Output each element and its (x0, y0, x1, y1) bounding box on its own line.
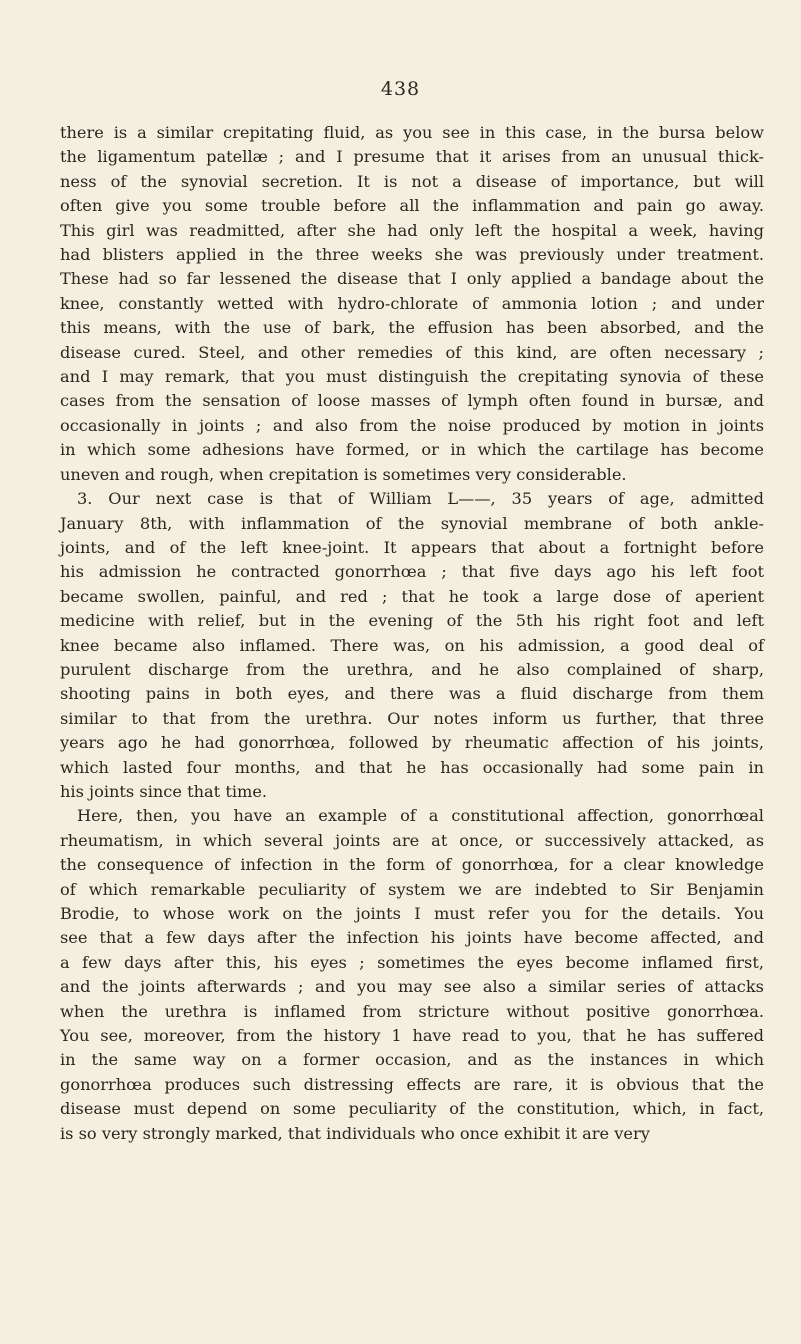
text-line: often give you some trouble before all the inflammation and pain go away. (60, 196, 764, 216)
text-line: Here, then, you have an example of a constitutional affection, gonorrhœal (77, 806, 764, 826)
text-line: knee became also inflamed. There was, on his admission, a good deal of (60, 635, 764, 655)
paragraph-p3 (60, 804, 764, 1146)
text-line: joints, and of the left knee-joint. It appears that about a fortnight before (60, 537, 764, 557)
text-line: is so very strongly marked, that individuals who once exhibit it are very (60, 1123, 650, 1143)
text-line: which lasted four months, and that he has occasionally had some pain in (60, 757, 764, 777)
text-line: his joints since that time. (60, 781, 268, 801)
text-line: the consequence of infection in the form of gonorrhœa, for a clear knowledge (60, 855, 764, 875)
body-text (60, 121, 764, 1146)
text-line: in which some adhesions have formed, or in which the cartilage has become (60, 440, 764, 460)
text-line: You see, moreover, from the history 1 have read to you, that he has suffered (60, 1026, 764, 1046)
text-line: his admission he contracted gonorrhœa ; that five days ago his left foot (60, 562, 764, 582)
paragraph-p1 (60, 121, 764, 487)
text-line: and the joints afterwards ; and you may see also a similar series of attacks (60, 977, 764, 997)
text-line: These had so far lessened the disease that I only applied a bandage about the (60, 269, 764, 289)
text-line: became swollen, painful, and red ; that he took a large dose of aperient (60, 586, 764, 606)
text-line: when the urethra is inflamed from stricture without positive gonorrhœa. (60, 1001, 764, 1021)
text-line: of which remarkable peculiarity of system we are indebted to Sir Benjamin (60, 879, 764, 899)
text-line: Brodie, to whose work on the joints I must refer you for the details. You (60, 904, 764, 923)
text-line: This girl was readmitted, after she had only left the hospital a week, having (60, 220, 764, 240)
text-line: uneven and rough, when crepitation is sometimes very considerable. (60, 464, 627, 484)
page-number: 438 (380, 78, 421, 100)
text-line: January 8th, with inflammation of the synovial membrane of both ankle- (60, 513, 764, 533)
text-line: medicine with relief, but in the evening of the 5th his right foot and left (60, 611, 764, 631)
text-line: in the same way on a former occasion, and as the instances in which (60, 1050, 764, 1070)
text-line: the ligamentum patellæ ; and I presume that it arises from an unusual thick- (60, 147, 764, 167)
text-line: 3. Our next case is that of William L——, 35 years of age, admitted (77, 489, 764, 509)
text-line: similar to that from the urethra. Our notes inform us further, that three (60, 708, 764, 728)
text-line: purulent discharge from the urethra, and he also complained of sharp, (60, 659, 764, 679)
text-line: there is a similar crepitating fluid, as you see in this case, in the bursa below (60, 123, 764, 142)
paragraph-p2 (60, 487, 764, 804)
text-line: shooting pains in both eyes, and there was a fluid discharge from them (60, 684, 764, 704)
text-line: disease cured. Steel, and other remedies of this kind, are often necessary ; (60, 342, 764, 362)
text-line: gonorrhœa produces such distressing effects are rare, it is obvious that the (60, 1074, 764, 1094)
text-line: disease must depend on some peculiarity of the constitution, which, in fact, (60, 1099, 764, 1119)
text-line: see that a few days after the infection his joints have become affected, and (60, 928, 764, 948)
text-line: cases from the sensation of loose masses of lymph often found in bursæ, and (60, 391, 764, 411)
text-line: a few days after this, his eyes ; sometimes the eyes become inflamed first, (60, 952, 764, 972)
text-line: knee, constantly wetted with hydro-chlorate of ammonia lotion ; and under (60, 293, 764, 313)
text-line: this means, with the use of bark, the effusion has been absorbed, and the (60, 318, 764, 338)
text-line: years ago he had gonorrhœa, followed by rheumatic affection of his joints, (60, 733, 764, 753)
text-line: had blisters applied in the three weeks she was previously under treatment. (60, 245, 764, 265)
text-line: occasionally in joints ; and also from the noise produced by motion in joints (60, 415, 764, 435)
text-line: rheumatism, in which several joints are at once, or successively attacked, as (60, 830, 764, 850)
text-line: ness of the synovial secretion. It is not a disease of importance, but will (60, 171, 764, 191)
text-line: and I may remark, that you must distinguish the crepitating synovia of these (60, 367, 764, 387)
